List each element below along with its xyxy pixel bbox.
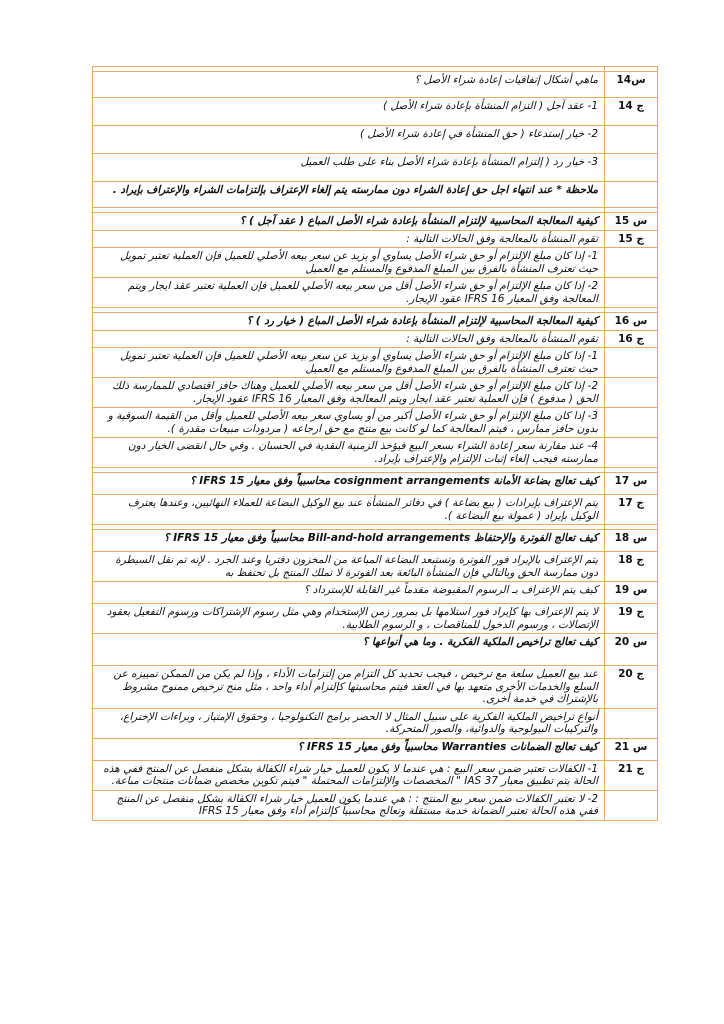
- q21-row: [93, 738, 658, 760]
- a15-item1-text: 1- إذا كان مبلغ الإلتزام أو حق شراء الأصل يساوي أو يزيد عن سعر بيعه الأصلي للعميل فإن العملية تعتبر تمويل حيث تعترف المنشأة بالفرق بين المبلغ المدفوع والمستلم مع العميل: [93, 248, 605, 278]
- a14-item2-label: [605, 126, 658, 154]
- a15-intro-text: تقوم المنشأة بالمعالجة وفق الحالات التالية :: [93, 230, 605, 248]
- q18-label: س 18: [605, 530, 658, 552]
- a21-item1-text: 1- الكفالات تعتبر ضمن سعر البيع : هي عندما لا يكون للعميل خيار شراء الكفالة بشكل منفصل عن المنتج ففي هذه الحالة يتم تطبيق معيار IAS 37 " المخصصات والإلتزامات المحتملة " فيتم تكوين مخصص ضمانات منتجات مباعة.: [93, 760, 605, 790]
- qa-table: [92, 66, 658, 821]
- a20-row: [93, 666, 658, 709]
- a16-label: ج 16: [605, 330, 658, 348]
- a16-item2-label: [605, 378, 658, 408]
- a16-intro: [93, 330, 658, 348]
- q18-row: [93, 530, 658, 552]
- q17-text: كيف تعالج بضاعة الأمانة cosignment arrangements محاسبياً وفق معيار IFRS 15 ؟: [93, 473, 605, 495]
- a14-item1: [93, 98, 658, 126]
- a16-item1-label: [605, 348, 658, 378]
- a14-note: [93, 182, 658, 208]
- a14-item2-text: 2- خيار إستدعاء ( حق المنشأة في إعادة شراء الأصل ): [93, 126, 605, 154]
- a16-item4-label: [605, 438, 658, 468]
- q17-row: [93, 473, 658, 495]
- q19-label: س 19: [605, 582, 658, 604]
- q15-text: كيفية المعالجة المحاسبية لإلتزام المنشأة بإعادة شراء الأصل المباع ( عقد آجل ) ؟: [93, 213, 605, 231]
- a14-item3: [93, 154, 658, 182]
- a18-label: ج 18: [605, 552, 658, 582]
- q16-label: س 16: [605, 313, 658, 331]
- a14-item3-label: [605, 154, 658, 182]
- a20-types-text: أنواع تراخيص الملكية الفكرية على سبيل المثال لا الحصر برامج التكنولوجيا ، وحقوق الإمتياز ، وبراءات الإختراع، والتركيبات البيولوجية والدوائية، والصور المتحركة.: [93, 708, 605, 738]
- a17-text: يتم الإعتراف بإيرادات ( بيع بضاعة ) في دفاتر المنشأة عند بيع الوكيل البضاعة للعملاء النهائيين، وعندها يعترف الوكيل بإيراد ( عمولة بيع البضاعة ).: [93, 495, 605, 525]
- a15-item2-text: 2- إذا كان مبلغ الإلتزام أو حق شراء الأصل أقل من سعر بيعه الأصلي للعميل فإن العملية تعتبر عقد ايجار ويتم المعالجة وفق المعيار IFRS 16 عقود الإيجار.: [93, 278, 605, 308]
- q17-label: س 17: [605, 473, 658, 495]
- a16-intro-text: تقوم المنشأة بالمعالجة وفق الحالات التالية :: [93, 330, 605, 348]
- a16-item2-text: 2- إذا كان مبلغ الإلتزام أو حق شراء الأصل أقل من سعر بيعه الأصلي للعميل وهناك حافز اقتصادي للممارسة ذلك الحق ( مدفوع ) فإن العملية تعتبر عقد ايجار ويتم المعالجة وفق المعيار IFRS 16 عقود الإيجار.: [93, 378, 605, 408]
- a19-label: ج 19: [605, 604, 658, 634]
- a21-item2-text: 2- لا تعتبر الكفالات ضمن سعر بيع المنتج : : هي عندما يكون للعميل خيار شراء الكفالة بشكل منفصل عن المنتج ففي هذه الحالة تعتبر الضمانة خدمة مستقلة وتعالج محاسبياً كإلتزام أداء وفق معيار IFRS 15: [93, 790, 605, 820]
- a15-item2-label: [605, 278, 658, 308]
- a20-types-label: [605, 708, 658, 738]
- a14-item1-text: 1- عقد آجل ( التزام المنشأة بإعادة شراء الأصل ): [93, 98, 605, 126]
- q15-label: س 15: [605, 213, 658, 231]
- q16-row: [93, 313, 658, 331]
- a19-text: لا يتم الإعتراف بها كإيراد فور استلامها بل بمرور زمن الإستخدام وهي مثل رسوم الإشتراكات ورسوم التفعيل بعقود الإتصالات ، ورسوم الدخول للمناقصات ، و الرسوم الطلابية.: [93, 604, 605, 634]
- a18-text: يتم الإعتراف بالإيراد فور الفوترة وتستبعد البضاعة المباعة من المخزون دفتريا وعند الجرد . لإنه تم نقل السيطرة دون ممارسة الحق وبالتالي فإن المنشأة البائعة بعد الفوترة لا تملك المنتج بل تحتفظ به: [93, 552, 605, 582]
- q20-text: كيف تعالج تراخيص الملكية الفكرية . وما هي أنواعها ؟: [93, 634, 605, 666]
- a14-note-text: ملاحظة * عند انتهاء اجل حق إعادة الشراء دون ممارسته يتم إلغاء الإعتراف بإلتزامات الشراء والإعتراف بإيراد .: [93, 182, 605, 208]
- a16-item3-text: 3- إذا كان مبلغ الإلتزام أو حق شراء الأصل أكبر من أو يساوي سعر بيعه الأصلي للعميل وأقل من القيمة السوقية و بدون حافز ممارس ، فيتم المعالجة كما لو كانت بيع منتج مع حق ارجاعه ( مردودات مبيعات مقدرة ).: [93, 408, 605, 438]
- a16-item4-text: 4- عند مقارنة سعر إعادة الشراء بسعر البيع فيؤخذ الزمنية النقدية في الحسبان . وفي حال انقضى الخيار دون ممارسته فيجب إلغاء إثبات الإلتزام والإعتراف بإيراد.: [93, 438, 605, 468]
- a15-item2: [93, 278, 658, 308]
- a17-label: ج 17: [605, 495, 658, 525]
- a21-item2: [93, 790, 658, 820]
- q16-text: كيفية المعالجة المحاسبية لإلتزام المنشأة بإعادة شراء الأصل المباع ( خيار رد ) ؟: [93, 313, 605, 331]
- a16-item3-label: [605, 408, 658, 438]
- q18-text: كيف تعالج الفوترة والإحتفاظ Bill-and-hold arrangements محاسبياً وفق معيار IFRS 15 ؟: [93, 530, 605, 552]
- q20-row: [93, 634, 658, 666]
- a20-text: عند بيع العميل سلعة مع ترخيص ، فيجب تحديد كل التزام من إلتزامات الأداء ، وإذا لم يكن من الممكن تمييزه عن السلع والخدمات الأخرى متعهد بها في العقد فيتم محاسبتها كإلتزام أداء واحد ، مثل منح ترخيص ممنوح مشروط بالإشتراك في خدمة أخرى.: [93, 666, 605, 709]
- q21-label: س 21: [605, 738, 658, 760]
- a16-item3: [93, 408, 658, 438]
- a14-item2: [93, 126, 658, 154]
- a14-item3-text: 3- خيار رد ( إلتزام المنشأة بإعادة شراء الأصل بناء على طلب العميل: [93, 154, 605, 182]
- a16-item4: [93, 438, 658, 468]
- a21-label: ج 21: [605, 760, 658, 790]
- a15-item1-label: [605, 248, 658, 278]
- q15-row: [93, 213, 658, 231]
- a20-types-row: [93, 708, 658, 738]
- a14-note-label: [605, 182, 658, 208]
- q14-row: [93, 72, 658, 98]
- a15-intro: [93, 230, 658, 248]
- a21-item2-label: [605, 790, 658, 820]
- q19-row: [93, 582, 658, 604]
- q19-text: كيف يتم الإعتراف بـ الرسوم المقبوضة مقدماً غير القابلة للإسترداد ؟: [93, 582, 605, 604]
- a17-row: [93, 495, 658, 525]
- a19-row: [93, 604, 658, 634]
- a21-item1: [93, 760, 658, 790]
- a18-row: [93, 552, 658, 582]
- a14-label: ج 14: [605, 98, 658, 126]
- a15-label: ج 15: [605, 230, 658, 248]
- a15-item1: [93, 248, 658, 278]
- q20-label: س 20: [605, 634, 658, 666]
- q14-label: س14: [605, 72, 658, 98]
- a20-label: ج 20: [605, 666, 658, 709]
- a16-item1: [93, 348, 658, 378]
- a16-item2: [93, 378, 658, 408]
- a16-item1-text: 1- إذا كان مبلغ الإلتزام أو حق شراء الأصل يساوي أو يزيد عن سعر بيعه الأصلي للعميل فإن العملية تعتبر تمويل حيث تعترف المنشأة بالفرق بين المبلغ المدفوع والمستلم مع العميل: [93, 348, 605, 378]
- q21-text: كيف تعالج الضمانات Warranties محاسبياً وفق معيار IFRS 15 ؟: [93, 738, 605, 760]
- q14-text: ماهي أشكال إتفاقيات إعادة شراء الأصل ؟: [93, 72, 605, 98]
